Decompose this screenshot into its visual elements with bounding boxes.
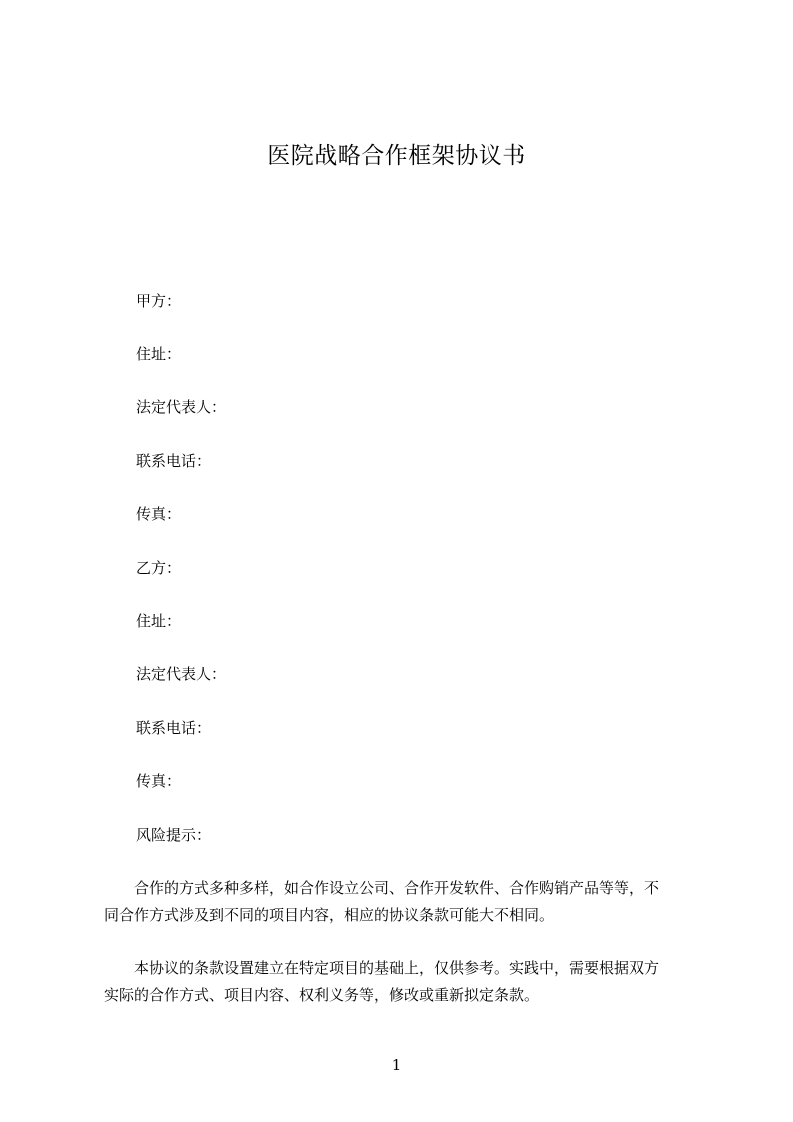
- risk-paragraph-1: [104, 878, 704, 925]
- risk-paragraph-2-line-1: 本协议的条款设置建立在特定项目的基础上，仅供参考。实践中，需要根据双方: [104, 959, 660, 977]
- party-b-fax-label: 传真：: [136, 772, 182, 790]
- party-b-address-label: 住址：: [136, 612, 182, 630]
- risk-paragraph-1-line-2: 同合作方式涉及到不同的项目内容，相应的协议条款可能大不相同。: [104, 906, 555, 924]
- party-a-legal-representative-label: 法定代表人：: [136, 398, 227, 416]
- party-a-label: 甲方：: [136, 292, 182, 310]
- risk-paragraph-2: [104, 958, 704, 1005]
- page-number: 1: [391, 1056, 402, 1074]
- risk-heading: 风险提示：: [136, 826, 212, 844]
- risk-paragraph-1-line-1: 合作的方式多种多样，如合作设立公司、合作开发软件、合作购销产品等等，不: [104, 879, 660, 897]
- party-b-phone-label: 联系电话：: [136, 719, 212, 737]
- party-a-fax-label: 传真：: [136, 505, 182, 523]
- party-a-phone-label: 联系电话：: [136, 452, 212, 470]
- risk-paragraph-2-line-2: 实际的合作方式、项目内容、权利义务等，修改或重新拟定条款。: [104, 986, 540, 1004]
- party-a-address-label: 住址：: [136, 345, 182, 363]
- party-b-label: 乙方：: [136, 559, 182, 577]
- document-title: 医院战略合作框架协议书: [267, 143, 526, 169]
- party-b-legal-representative-label: 法定代表人：: [136, 665, 227, 683]
